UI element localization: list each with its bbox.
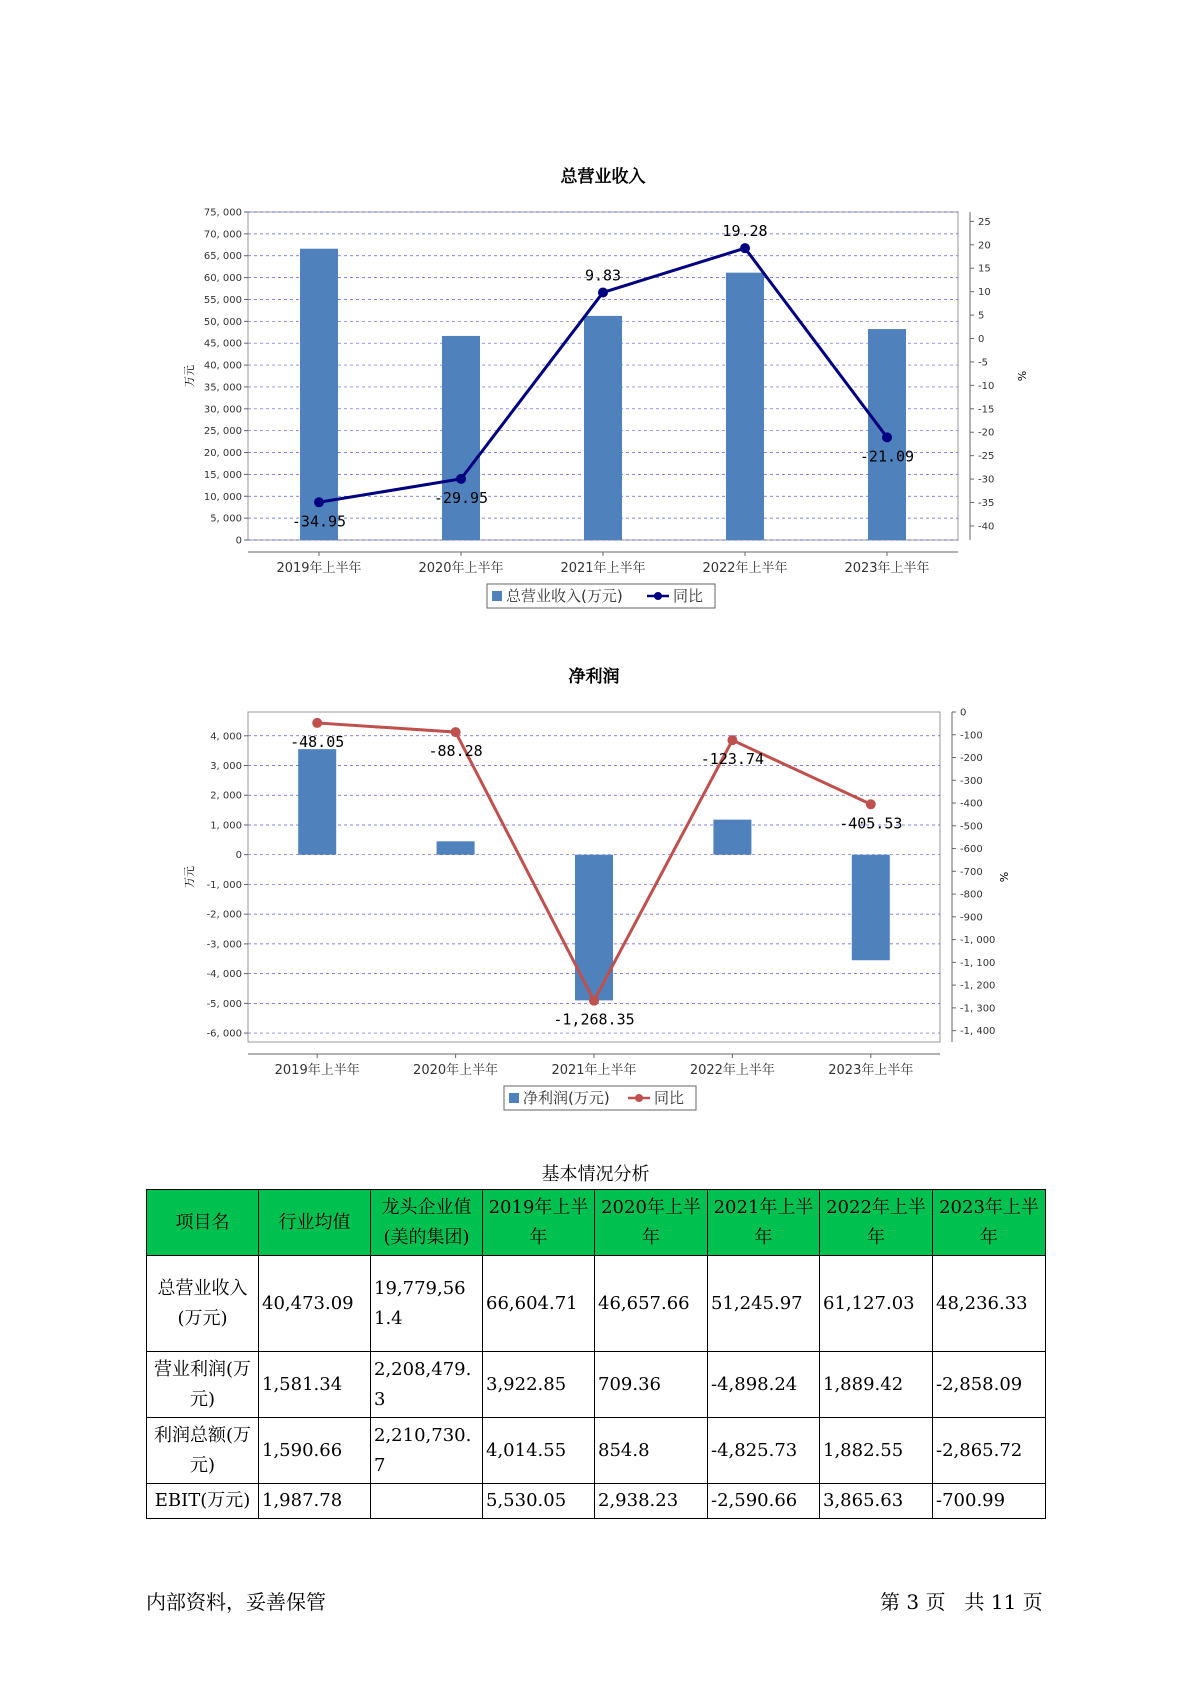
- data-label: -1,268.35: [553, 1010, 635, 1029]
- y2-tick-label: -5: [978, 357, 988, 369]
- data-label: -34.95: [291, 512, 347, 531]
- footer-confidential-note: 内部资料，妥善保管: [146, 1590, 326, 1614]
- table-cell: -2,590.66: [708, 1484, 820, 1519]
- y2-axis-label: %: [997, 871, 1010, 883]
- x-tick-label: 2019年上半年: [274, 1063, 360, 1078]
- y-tick-label: 15, 000: [203, 469, 242, 481]
- y2-tick-label: -15: [978, 404, 995, 416]
- y-tick-label: 75, 000: [203, 207, 242, 219]
- y-tick-label: 10, 000: [203, 491, 242, 503]
- header-cell: 行业均值: [259, 1190, 371, 1256]
- y-tick-label: 35, 000: [203, 382, 242, 394]
- y-tick-label: 45, 000: [203, 338, 242, 350]
- legend-bar-swatch: [492, 591, 502, 601]
- basic-analysis-table: [146, 1189, 1046, 1519]
- table-cell: 46,657.66: [595, 1256, 708, 1352]
- footer-page-number: 第 3 页 共 11 页: [880, 1590, 1043, 1614]
- table-row: [147, 1352, 1046, 1418]
- y2-tick-label: -600: [960, 844, 983, 856]
- table-cell: EBIT(万元): [147, 1484, 259, 1519]
- y2-tick-label: -100: [960, 730, 983, 742]
- bar: [726, 273, 764, 540]
- table-cell: 1,889.42: [820, 1352, 933, 1418]
- data-label: -405.53: [839, 814, 903, 833]
- y-tick-label: -5, 000: [206, 998, 242, 1010]
- line-point: [456, 474, 466, 484]
- y-tick-label: 60, 000: [203, 273, 242, 285]
- legend-bar-label: 总营业收入(万元): [506, 587, 623, 605]
- y-tick-label: 0: [235, 535, 242, 547]
- y2-tick-label: -700: [960, 866, 983, 878]
- y2-tick-label: -35: [978, 498, 995, 510]
- y-axis-label: 万元: [183, 365, 196, 387]
- y2-tick-label: -40: [978, 521, 995, 533]
- y2-tick-label: -20: [978, 427, 995, 439]
- legend-line-marker: [654, 592, 662, 600]
- x-tick-label: 2020年上半年: [418, 561, 504, 576]
- y-tick-label: 50, 000: [203, 316, 242, 328]
- table-title: 基本情况分析: [541, 1164, 650, 1185]
- y-tick-label: 1, 000: [210, 820, 242, 832]
- data-label: 9.83: [584, 266, 622, 285]
- y2-tick-label: 15: [978, 263, 991, 275]
- y2-tick-label: -1, 300: [960, 1003, 996, 1015]
- y-tick-label: -6, 000: [206, 1028, 242, 1040]
- y2-tick-label: 0: [960, 707, 967, 719]
- bar: [584, 316, 622, 540]
- table-cell: 利润总额(万元): [147, 1418, 259, 1484]
- line-point: [740, 243, 750, 253]
- chart-title: 净利润: [568, 667, 620, 687]
- table-cell: -4,898.24: [708, 1352, 820, 1418]
- table-cell: 3,922.85: [483, 1352, 595, 1418]
- y-tick-label: 4, 000: [210, 731, 242, 743]
- y-tick-label: -1, 000: [206, 879, 242, 891]
- table-cell: 1,882.55: [820, 1418, 933, 1484]
- y-tick-label: 25, 000: [203, 426, 242, 438]
- table-row: [147, 1484, 1046, 1519]
- header-cell: 项目名: [147, 1190, 259, 1256]
- table-cell: 总营业收入(万元): [147, 1256, 259, 1352]
- data-label: -48.05: [290, 732, 345, 751]
- x-tick-label: 2019年上半年: [276, 561, 362, 576]
- y2-tick-label: -1, 400: [960, 1026, 996, 1038]
- data-label: -29.95: [433, 488, 489, 507]
- table-row: [147, 1418, 1046, 1484]
- table-header-row: [147, 1190, 1046, 1256]
- table-cell: 1,590.66: [259, 1418, 371, 1484]
- x-tick-label: 2022年上半年: [702, 561, 788, 576]
- bar: [298, 749, 336, 855]
- header-cell: 2022年上半年: [820, 1190, 933, 1256]
- chart-title: 总营业收入: [560, 167, 646, 187]
- header-cell: 2023年上半年: [933, 1190, 1046, 1256]
- x-tick-label: 2023年上半年: [844, 561, 930, 576]
- bar: [442, 336, 480, 540]
- x-tick-label: 2023年上半年: [828, 1063, 914, 1078]
- y2-tick-label: 10: [978, 287, 991, 299]
- table-cell: 66,604.71: [483, 1256, 595, 1352]
- header-cell: 2020年上半年: [595, 1190, 708, 1256]
- y2-tick-label: 25: [978, 216, 991, 228]
- revenue-chart: [0, 160, 1191, 630]
- table-cell: [371, 1484, 483, 1519]
- net-profit-chart-svg: [0, 660, 1191, 1130]
- table-cell: 19,779,561.4: [371, 1256, 483, 1352]
- table-cell: 3,865.63: [820, 1484, 933, 1519]
- y-tick-label: 30, 000: [203, 404, 242, 416]
- y-tick-label: 40, 000: [203, 360, 242, 372]
- table-cell: 4,014.55: [483, 1418, 595, 1484]
- y-tick-label: 65, 000: [203, 251, 242, 263]
- y2-tick-label: -1, 100: [960, 957, 996, 969]
- bar: [437, 841, 475, 854]
- table-cell: 2,210,730.7: [371, 1418, 483, 1484]
- y-tick-label: 5, 000: [210, 513, 242, 525]
- y2-tick-label: 5: [978, 310, 985, 322]
- x-tick-label: 2021年上半年: [560, 561, 646, 576]
- y-axis-label: 万元: [183, 866, 196, 888]
- line-point: [598, 287, 608, 297]
- y2-tick-label: -1, 200: [960, 980, 996, 992]
- y-tick-label: 0: [235, 850, 242, 862]
- y2-tick-label: -1, 000: [960, 935, 996, 947]
- line-point: [727, 735, 737, 745]
- table-cell: 51,245.97: [708, 1256, 820, 1352]
- y-tick-label: 3, 000: [210, 761, 242, 773]
- y2-tick-label: -300: [960, 775, 983, 787]
- table-cell: -4,825.73: [708, 1418, 820, 1484]
- line-point: [589, 996, 599, 1006]
- y2-tick-label: -400: [960, 798, 983, 810]
- y-tick-label: -2, 000: [206, 909, 242, 921]
- bar: [300, 249, 338, 540]
- legend-line-label: 同比: [673, 587, 704, 605]
- table-cell: 48,236.33: [933, 1256, 1046, 1352]
- y2-tick-label: 20: [978, 240, 991, 252]
- table-row: [147, 1256, 1046, 1352]
- x-tick-label: 2022年上半年: [689, 1063, 775, 1078]
- y2-tick-label: -200: [960, 753, 983, 765]
- table-cell: 1,581.34: [259, 1352, 371, 1418]
- y2-tick-label: -500: [960, 821, 983, 833]
- table-cell: 40,473.09: [259, 1256, 371, 1352]
- y-tick-label: 70, 000: [203, 229, 242, 241]
- data-label: 19.28: [722, 222, 768, 241]
- line-point: [312, 718, 322, 728]
- table-cell: 5,530.05: [483, 1484, 595, 1519]
- table-cell: 1,987.78: [259, 1484, 371, 1519]
- data-label: -21.09: [859, 447, 915, 466]
- table-cell: 2,938.23: [595, 1484, 708, 1519]
- table-cell: 709.36: [595, 1352, 708, 1418]
- y2-tick-label: -900: [960, 912, 983, 924]
- y-tick-label: 2, 000: [210, 790, 242, 802]
- table-cell: -2,865.72: [933, 1418, 1046, 1484]
- legend-bar-swatch: [509, 1093, 519, 1103]
- data-label: -88.28: [428, 742, 483, 761]
- table-cell: 854.8: [595, 1418, 708, 1484]
- y2-axis-label: %: [1015, 370, 1028, 382]
- line-point: [866, 799, 876, 809]
- y2-tick-label: -10: [978, 380, 995, 392]
- header-cell: 2021年上半年: [708, 1190, 820, 1256]
- header-cell: 龙头企业值(美的集团): [371, 1190, 483, 1256]
- header-cell: 2019年上半年: [483, 1190, 595, 1256]
- revenue-chart-svg: [0, 160, 1191, 630]
- y2-tick-label: -800: [960, 889, 983, 901]
- line-point: [451, 727, 461, 737]
- x-tick-label: 2021年上半年: [551, 1063, 637, 1078]
- table-cell: 营业利润(万元): [147, 1352, 259, 1418]
- table-cell: -2,858.09: [933, 1352, 1046, 1418]
- bar: [713, 820, 751, 855]
- data-label: -123.74: [700, 750, 765, 769]
- line-point: [314, 497, 324, 507]
- legend-bar-label: 净利润(万元): [523, 1089, 610, 1107]
- table-cell: -700.99: [933, 1484, 1046, 1519]
- legend-line-marker: [635, 1094, 643, 1102]
- y2-tick-label: -30: [978, 474, 995, 486]
- y-tick-label: -4, 000: [206, 969, 242, 981]
- y2-tick-label: 0: [978, 334, 985, 346]
- y-tick-label: 55, 000: [203, 294, 242, 306]
- y-tick-label: 20, 000: [203, 448, 242, 460]
- table-cell: 2,208,479.3: [371, 1352, 483, 1418]
- y-tick-label: -3, 000: [206, 939, 242, 951]
- y2-tick-label: -25: [978, 451, 995, 463]
- legend-line-label: 同比: [654, 1089, 685, 1107]
- x-tick-label: 2020年上半年: [413, 1063, 499, 1078]
- net-profit-chart: [0, 660, 1191, 1130]
- table-cell: 61,127.03: [820, 1256, 933, 1352]
- bar: [852, 855, 890, 961]
- line-point: [882, 432, 892, 442]
